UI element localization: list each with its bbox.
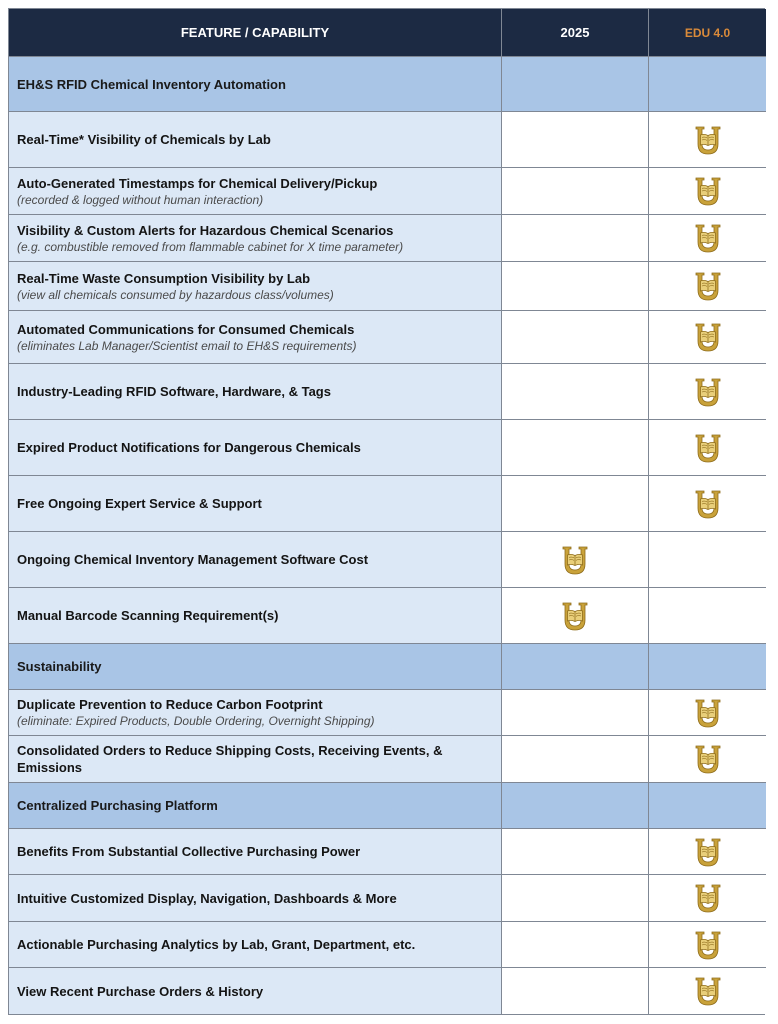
cell-edu: [649, 875, 766, 922]
gold-u-book-logo-icon: [691, 487, 725, 521]
header-edu: EDU 4.0: [649, 9, 766, 57]
section-empty-cell: [649, 783, 766, 829]
feature-title: Real-Time* Visibility of Chemicals by Lab: [17, 132, 271, 147]
cell-edu: [649, 829, 766, 875]
gold-u-book-logo-icon: [691, 835, 725, 869]
cell-edu: [649, 215, 766, 262]
feature-title: Auto-Generated Timestamps for Chemical Delivery/Pickup: [17, 175, 378, 191]
cell-edu: [649, 311, 766, 364]
cell-2025: [502, 262, 649, 311]
gold-u-book-logo-icon: [691, 269, 725, 303]
feature-subtitle: (recorded & logged without human interaction): [17, 192, 264, 207]
comparison-table: [8, 8, 765, 1015]
feature-title: Duplicate Prevention to Reduce Carbon Footprint: [17, 697, 323, 712]
gold-u-book-logo-icon: [691, 742, 725, 776]
cell-edu: [649, 112, 766, 168]
cell-2025: [502, 829, 649, 875]
gold-u-book-logo-icon: [691, 431, 725, 465]
feature-cell: [9, 588, 502, 644]
feature-title: Ongoing Chemical Inventory Management Software Cost: [17, 552, 369, 567]
cell-2025: [502, 532, 649, 588]
gold-u-book-logo-icon: [691, 375, 725, 409]
feature-title: Actionable Purchasing Analytics by Lab, Grant, Department, etc.: [17, 937, 416, 952]
feature-title: Manual Barcode Scanning Requirement(s): [17, 608, 279, 623]
cell-edu: [649, 588, 766, 644]
cell-edu: [649, 420, 766, 476]
cell-edu: [649, 922, 766, 968]
cell-2025: [502, 476, 649, 532]
section-heading: Sustainability: [9, 644, 502, 690]
feature-cell: [9, 364, 502, 420]
gold-u-book-logo-icon: [691, 221, 725, 255]
gold-u-book-logo-icon: [691, 974, 725, 1008]
cell-edu: [649, 532, 766, 588]
feature-cell: [9, 875, 502, 922]
cell-2025: [502, 968, 649, 1014]
gold-u-book-logo-icon: [691, 123, 725, 157]
feature-title: Intuitive Customized Display, Navigation, Dashboards & More: [17, 890, 397, 906]
feature-title: Real-Time Waste Consumption Visibility by Lab: [17, 270, 311, 286]
cell-2025: [502, 420, 649, 476]
feature-cell: [9, 168, 502, 215]
feature-subtitle: (view all chemicals consumed by hazardous class/volumes): [17, 287, 334, 302]
gold-u-book-logo-icon: [691, 881, 725, 915]
cell-edu: [649, 168, 766, 215]
feature-cell: [9, 311, 502, 364]
cell-2025: [502, 922, 649, 968]
feature-cell: [9, 922, 502, 968]
feature-cell: [9, 420, 502, 476]
section-empty-cell: [502, 57, 649, 112]
cell-2025: [502, 588, 649, 644]
gold-u-book-logo-icon: [691, 696, 725, 730]
feature-subtitle: (e.g. combustible removed from flammable cabinet for X time parameter): [17, 239, 404, 254]
feature-title: Free Ongoing Expert Service & Support: [17, 496, 262, 511]
feature-title: View Recent Purchase Orders & History: [17, 983, 264, 999]
feature-title: Consolidated Orders to Reduce Shipping Costs, Receiving Events, & Emissions: [17, 743, 443, 775]
cell-edu: [649, 690, 766, 736]
gold-u-book-logo-icon: [558, 599, 592, 633]
cell-2025: [502, 364, 649, 420]
feature-title: Industry-Leading RFID Software, Hardware, & Tags: [17, 384, 331, 399]
feature-cell: [9, 690, 502, 736]
gold-u-book-logo-icon: [558, 543, 592, 577]
cell-edu: [649, 262, 766, 311]
feature-cell: [9, 215, 502, 262]
section-heading: EH&S RFID Chemical Inventory Automation: [9, 57, 502, 112]
feature-cell: [9, 736, 502, 783]
feature-cell: [9, 262, 502, 311]
section-heading: Centralized Purchasing Platform: [9, 783, 502, 829]
feature-cell: [9, 476, 502, 532]
section-empty-cell: [649, 644, 766, 690]
cell-2025: [502, 690, 649, 736]
cell-2025: [502, 311, 649, 364]
cell-2025: [502, 112, 649, 168]
feature-subtitle: (eliminates Lab Manager/Scientist email to EH&S requirements): [17, 338, 357, 353]
header-feature: FEATURE / CAPABILITY: [9, 9, 502, 57]
feature-title: Benefits From Substantial Collective Purchasing Power: [17, 844, 361, 859]
feature-title: Automated Communications for Consumed Chemicals: [17, 321, 355, 337]
feature-cell: [9, 829, 502, 875]
feature-title: Visibility & Custom Alerts for Hazardous Chemical Scenarios: [17, 222, 394, 238]
cell-2025: [502, 875, 649, 922]
gold-u-book-logo-icon: [691, 320, 725, 354]
gold-u-book-logo-icon: [691, 174, 725, 208]
gold-u-book-logo-icon: [691, 928, 725, 962]
feature-title: Expired Product Notifications for Dangerous Chemicals: [17, 440, 361, 455]
cell-edu: [649, 476, 766, 532]
feature-cell: [9, 532, 502, 588]
feature-cell: [9, 968, 502, 1014]
cell-edu: [649, 364, 766, 420]
section-empty-cell: [649, 57, 766, 112]
header-2025: 2025: [502, 9, 649, 57]
cell-2025: [502, 168, 649, 215]
cell-edu: [649, 968, 766, 1014]
cell-edu: [649, 736, 766, 783]
section-empty-cell: [502, 783, 649, 829]
feature-subtitle: (eliminate: Expired Products, Double Ordering, Overnight Shipping): [17, 714, 375, 728]
cell-2025: [502, 736, 649, 783]
feature-cell: [9, 112, 502, 168]
cell-2025: [502, 215, 649, 262]
section-empty-cell: [502, 644, 649, 690]
